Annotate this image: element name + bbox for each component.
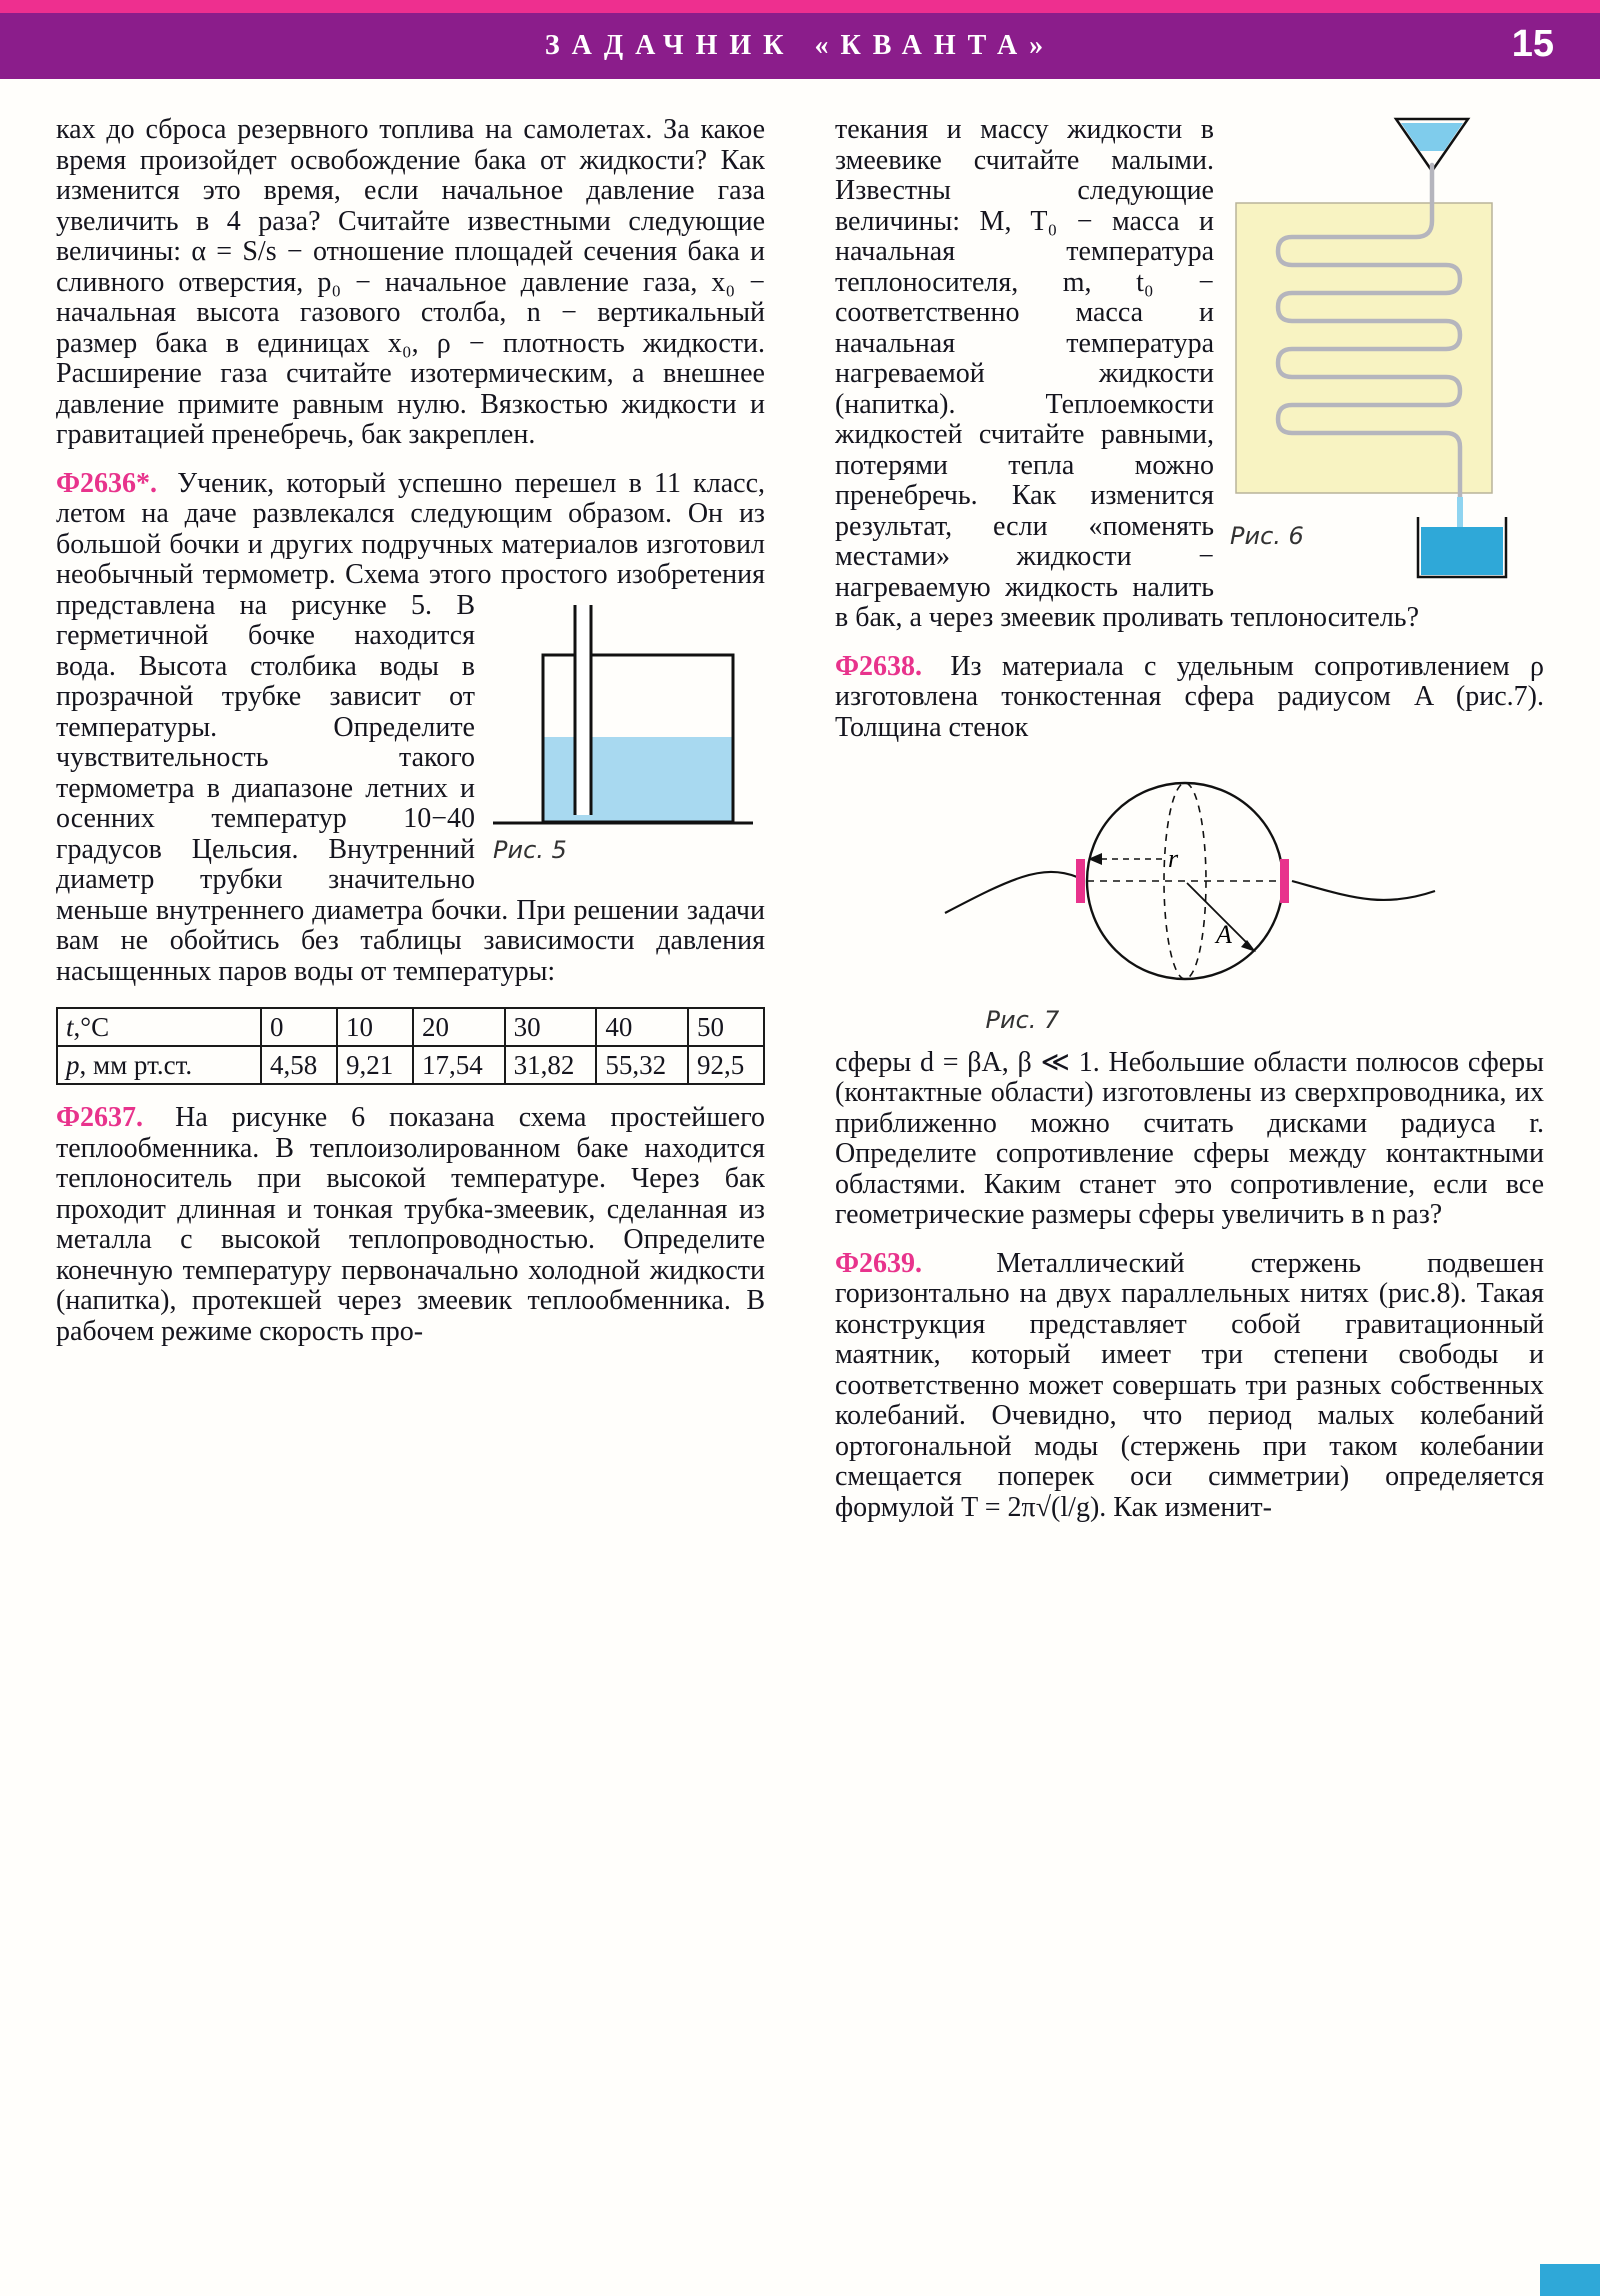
- problem-f2638-text-1: Из материала с удельным сопротивлением ρ изготовлена тонкостенная сфера радиусом A (рис.7). Толщина стенок: [835, 650, 1544, 743]
- problem-f2637-text: На рисунке 6 показана схема простейшего теплообменника. В теплоизолированном баке находится теплоноситель при высокой температуре. Через бак проходит длинная и тонкая трубка-змеевик, сделанная из металла с высокой теплопроводностью. Определите конечную температуру первоначально холодной жидкости (напитка), протекшей через змеевик теплообменника. В рабочем режиме скорость про-: [56, 1102, 766, 1347]
- figure-5-caption: Рис. 5: [493, 835, 567, 864]
- table-cell: 10: [337, 1008, 413, 1046]
- table-cell: 9,21: [337, 1046, 413, 1084]
- problem-f2636-label: Ф2636*.: [56, 467, 158, 499]
- problem-f2638-continued: сферы d = βA, β ≪ 1. Небольшие области полюсов сферы (контактные области) изготовлены из сверхпроводника, их приближенно можно считать дисками радиуса r. Определите сопротивление сферы между контактными областями. Каким станет это сопротивление, если все геометрические размеры сферы увеличить в n раз?: [835, 1046, 1544, 1230]
- table-header-t: t,°C: [57, 1008, 261, 1046]
- table-cell: 30: [505, 1008, 597, 1046]
- problem-f2638-label: Ф2638.: [835, 650, 923, 682]
- problem-f2639-label: Ф2639.: [835, 1247, 923, 1279]
- figure-7: [930, 761, 1450, 1036]
- label-r: r: [1167, 844, 1178, 873]
- table-cell: 40: [596, 1008, 688, 1046]
- table-cell: 20: [413, 1008, 505, 1046]
- problem-f2639: [835, 1249, 1544, 1524]
- barrel-thermometer-drawing: [493, 599, 753, 831]
- table-cell: 31,82: [505, 1046, 597, 1084]
- table-row-temperature: [57, 1008, 764, 1046]
- page-title: ЗАДАЧНИК «КВАНТА»: [544, 30, 1056, 61]
- problem-f2638: [835, 652, 1544, 744]
- table-cell: 55,32: [596, 1046, 688, 1084]
- page-number: 15: [1511, 23, 1554, 65]
- table-cell: 50: [688, 1008, 764, 1046]
- top-pink-strip: [0, 0, 1600, 13]
- label-A: A: [1215, 920, 1232, 949]
- figure-7-caption: Рис. 7: [985, 1006, 1060, 1034]
- bottom-corner-decoration: [1540, 2264, 1600, 2296]
- page-header-band: [0, 13, 1600, 79]
- problem-f2636-text-1: Ученик, который успешно перешел в 11 класс, летом на даче развлекался следующим образом. Он из большой бочки и других подручных материалов изготовил необычный термометр. Схема этого: [56, 467, 766, 590]
- left-column: [56, 115, 765, 1523]
- table-cell: 17,54: [413, 1046, 505, 1084]
- problem-f2637: [56, 1103, 765, 1347]
- problem-f2639-text: Металлический стержень подвешен горизонтально на двух параллельных нитях (рис.8). Такая конструкция представляет собой гравитационный маятник, который имеет три степени свободы и соответственно может совершать три разных собственных колебаний. Очевидно, что период малых колебаний ортогональной моды (стержень при таком колебании смещается поперек оси симметрии) определяется формулой T = 2π√(l/g). Как изменит-: [835, 1247, 1544, 1523]
- problem-f2637-cont-text: текания и массу жидкости в змеевике считайте малыми. Известны следующие величины: M, T₀ − масса и начальная температура теплоносителя, m, t₀ − соответственно масса и начальная температура нагреваемой жидкости (напитка). Теплоемкости жидкостей считайте равными, потерями тепла можно пренебречь. Как изменится результат, если «поменять местами» жидкости − нагреваемую жидкость налить в бак, а через змеевик проливать теплоноситель?: [835, 114, 1419, 633]
- heat-exchanger-drawing: [1228, 115, 1538, 585]
- table-cell: 0: [261, 1008, 337, 1046]
- table-cell: 4,58: [261, 1046, 337, 1084]
- problem-f2636: [56, 469, 765, 988]
- right-column: [835, 115, 1544, 1523]
- figure-6-caption: Рис. 6: [1230, 522, 1304, 550]
- sphere-resistance-drawing: [930, 761, 1450, 1001]
- figure-6: [1228, 115, 1544, 589]
- table-row-pressure: [57, 1046, 764, 1084]
- problem-f2637-label: Ф2637.: [56, 1102, 144, 1133]
- problem-f2637-continuation: [835, 115, 1544, 634]
- intro-paragraph: ках до сброса резервного топлива на самолетах. За какое время произойдет освобождение бака от жидкости? Как изменится это время, если начальное давление газа увеличить в 4 раза? Считайте известными следующие величины: α = S/s − отношение площадей сечения бака и сливного отверстия, p₀ − начальное давление газа, x₀ − начальная высота газового столба, n − вертикальный размер бака в единицах x₀, ρ − плотность жидкости. Расширение газа считайте изотермическим, а внешнее давление примите равным нулю. Вязкостью жидкости и гравитацией пренебречь, бак закреплен.: [56, 114, 765, 450]
- two-column-layout: [0, 79, 1600, 1523]
- problem-f2636-text-2: простого изобретения представлена на рисунке 5. В герметичной бочке находится вода. Высота столбика воды в прозрачной трубке зависит от температуры. Определите чувствительность такого термометра в диапазоне летних и осенних температур 10−40 градусов Цельсия. Внутренний диаметр трубки значительно меньше внутреннего диаметра бочки. При решении задачи вам не обойтись без таблицы зависимости давления насыщенных паров воды от температуры:: [56, 559, 765, 987]
- table-header-p: p, мм рт.ст.: [57, 1046, 261, 1084]
- figure-5: [493, 599, 765, 866]
- vapor-pressure-table: [56, 1007, 765, 1085]
- table-cell: 92,5: [688, 1046, 764, 1084]
